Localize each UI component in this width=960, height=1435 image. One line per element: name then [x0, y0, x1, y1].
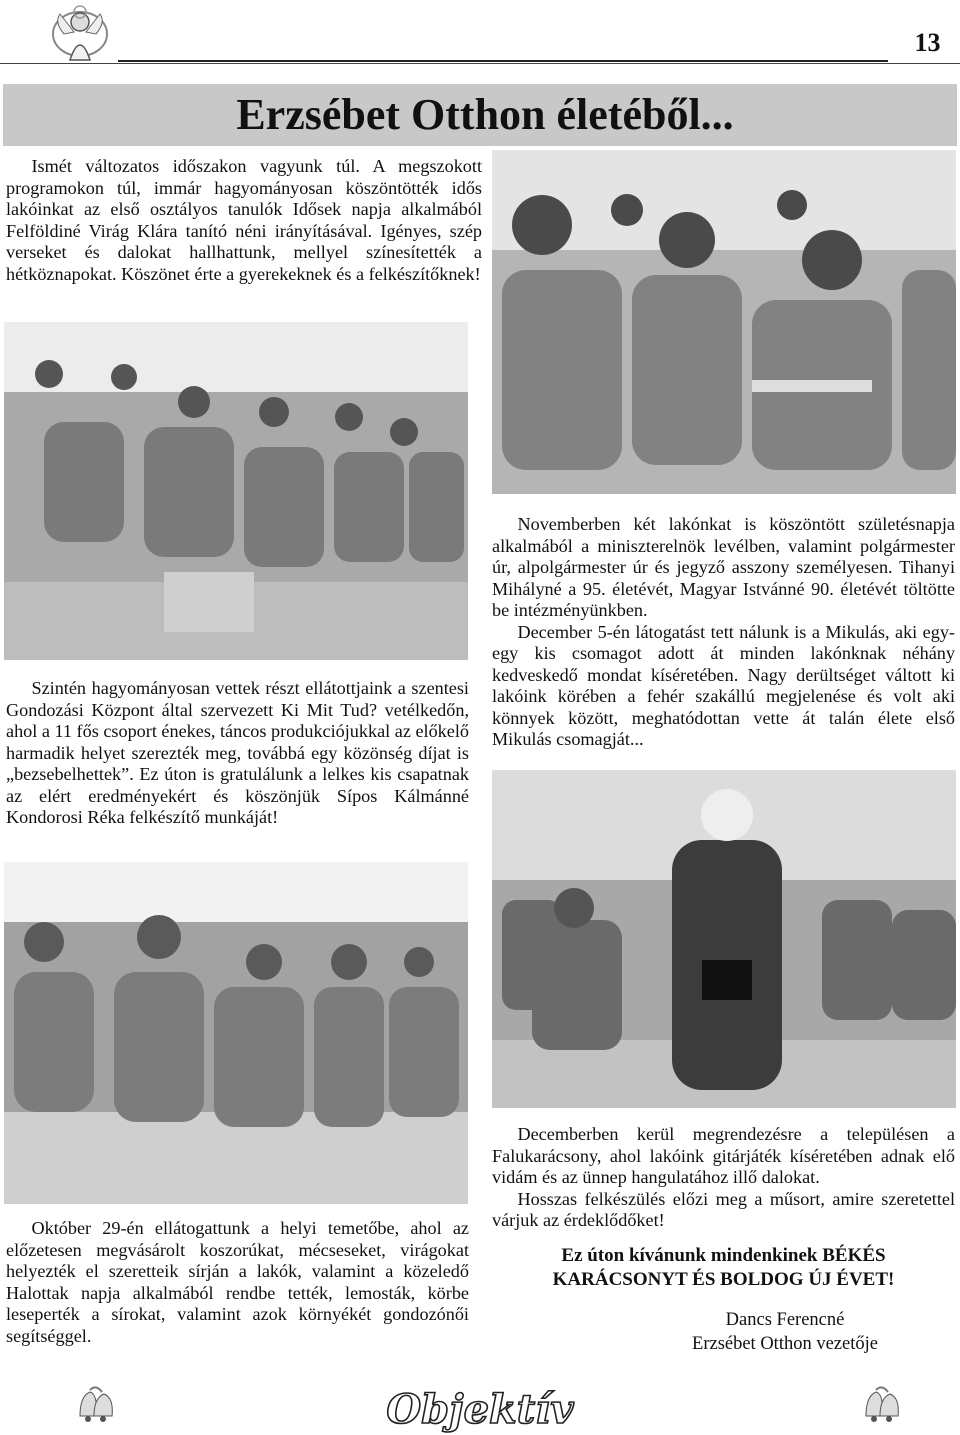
holiday-wish-line-1: Ez úton kívánunk mindenkinek BÉKÉS — [561, 1245, 886, 1266]
article-november-december — [492, 514, 955, 751]
article-intro — [6, 156, 482, 285]
angel-icon — [50, 4, 110, 66]
article-october-text: Október 29-én ellátogattunk a helyi temetőbe, ahol az előzetesen megvásárolt koszorúkat, mécseseket, virágokat helyezték el szeretteik sírján a lakók, valamint a közeledő Halottak napja alkalmából rendbe tették, lemosták, körbe leseperték a sírokat, valamint azok környékét gondozónői segítséggel. — [6, 1218, 469, 1346]
article-christmas-text-2: Hosszas felkészülés előzi meg a műsort, amire szeretettel várjuk az érdeklődőket! — [492, 1188, 955, 1230]
article-october — [6, 1218, 469, 1347]
holiday-wish — [492, 1244, 955, 1292]
article-christmas-text-1: Decemberben kerül megrendezésre a településen a Falukarácsony, ahol lakóink gitárjáték kíséretében adnak elő vidám és az ünnep hangulatához illő dalokat. — [492, 1124, 955, 1187]
article-competition — [6, 678, 469, 829]
photo-residents-audience — [4, 322, 468, 660]
signature-name: Dancs Ferencné — [725, 1310, 845, 1330]
signature-role: Erzsébet Otthon vezetője — [692, 1334, 878, 1354]
logo-text: Objektív — [386, 1386, 574, 1433]
article-november-text: Novemberben két lakónkat is köszöntött születésnapja alkalmából a miniszterelnök levélben, valamint polgármester úr, alpolgármester úr és jegyző asszony személyesen. Tihanyi Mihályné a 95. életévét, Magyar Istvánné 90. életévét töltötte be intézményünkben. — [492, 514, 955, 620]
header-rule-thin — [0, 63, 960, 64]
article-december-text: December 5-én látogatást tett nálunk is a Mikulás, aki egy-egy kis csomagot adott át minden lakónknak néhány kedveskedő mondat kíséretében. Nagy derültséget váltott ki lakóink körében a fehér szakállú megjelenése és volt aki könnyek között, meghatódottan vette át talán élete első Mikulás csomagját... — [492, 621, 955, 749]
page-title: Erzsébet Otthon életéből... — [236, 90, 734, 139]
page-number: 13 — [914, 28, 941, 57]
article-christmas — [492, 1124, 955, 1232]
photo-residents-group — [4, 862, 468, 1204]
bell-icon — [72, 1382, 118, 1426]
bell-icon — [860, 1382, 906, 1426]
photo-birthday-residents — [492, 150, 956, 494]
objektiv-logo — [360, 1385, 600, 1433]
holiday-wish-line-2: KARÁCSONYT ÉS BOLDOG ÚJ ÉVET! — [552, 1269, 895, 1290]
header-rule — [118, 60, 888, 62]
article-intro-text: Ismét változatos időszakon vagyunk túl. A megszokott programokon túl, immár hagyományosan köszöntötték idős lakóinkat az első osztályos tanulók Idősek napja alkalmából Felföldiné Virág Klára tanító néni irányításával. Igényes, szép verseket és dalokat hallhattunk, mellyel színesítették a hétköznapokat. Köszönet érte a gyerekeknek és a felkészítőknek! — [6, 156, 482, 284]
article-competition-text: Szintén hagyományosan vettek részt ellátottjaink a szentesi Gondozási Központ által szervezett Ki Mit Tud? vetélkedőn, ahol a 11 fős csoport énekes, táncos produkciójukkal az előkelő harmadik helyet szerezték meg, továbbá egy közönség díjat is „bezsebelhettek”. Ez úton is gratulálunk a lelkes kis csapatnak az elért eredményekért és köszönjük Sípos Kálmánné Kondorosi Réka felkészítő munkáját! — [6, 678, 469, 827]
signature — [670, 1308, 900, 1356]
photo-santa-visit — [492, 770, 956, 1108]
